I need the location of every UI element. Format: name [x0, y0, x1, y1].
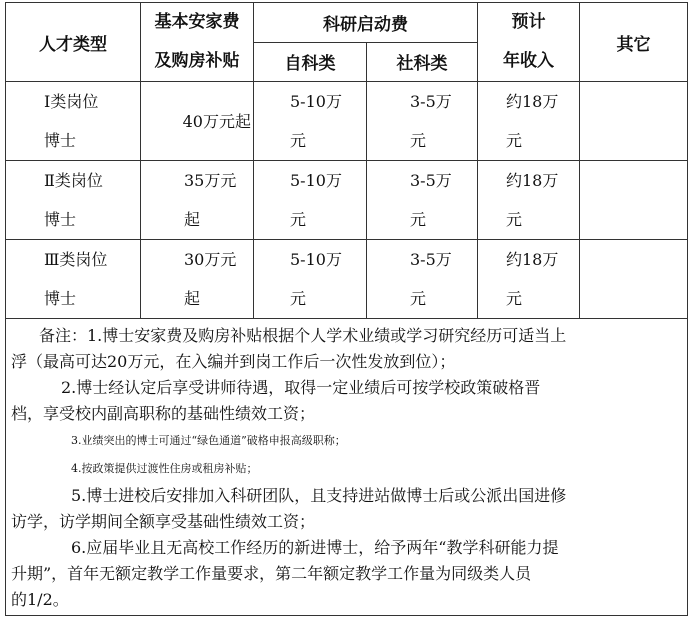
row3-housing-line2: 起	[184, 289, 201, 308]
row1-type-line2: 博士	[44, 131, 77, 150]
row2-housing-line1: 35万元	[184, 171, 237, 190]
cell-income	[478, 240, 580, 319]
header-housing	[141, 3, 254, 82]
row2-soc-line1: 3-5万	[410, 171, 452, 190]
row2-income-line1: 约18万	[506, 171, 559, 190]
row2-sci-line2: 元	[290, 210, 307, 229]
note-6-end: 的1/2。	[11, 590, 69, 609]
notes-row	[6, 319, 688, 616]
header-sci: 自科类	[254, 42, 367, 82]
talent-compensation-table-container	[5, 2, 687, 626]
cell-sci	[254, 240, 367, 319]
talent-compensation-table	[5, 2, 688, 616]
row3-type-line1: Ⅲ类岗位	[44, 250, 108, 269]
row3-housing-line1: 30万元	[184, 250, 237, 269]
header-income-line1: 预计	[511, 12, 546, 32]
header-income-line2: 年收入	[503, 51, 554, 71]
note-3: 3.业绩突出的博士可通过“绿色通道”破格申报高级职称；	[71, 434, 346, 447]
notes-cell	[6, 319, 688, 616]
cell-soc	[367, 161, 478, 240]
note-6-line-a: 6.应届毕业且无高校工作经历的新进博士，给予两年“教学科研能力提	[71, 538, 559, 557]
row1-income-line1: 约18万	[506, 92, 559, 111]
cell-housing	[141, 240, 254, 319]
note-2-cont: 档，享受校内副高职称的基础性绩效工资；	[11, 404, 316, 423]
row2-type-line2: 博士	[44, 210, 77, 229]
note-1-line-a: 备注：1.博士安家费及购房补贴根据个人学术业绩或学习研究经历可适当上	[39, 326, 567, 345]
cell-housing: 40万元起	[141, 82, 254, 161]
cell-housing	[141, 161, 254, 240]
row3-sci-line1: 5-10万	[290, 250, 342, 269]
note-6	[11, 535, 682, 561]
row2-sci-line1: 5-10万	[290, 171, 342, 190]
note-1-cont: 浮（最高可达20万元，在入编并到岗工作后一次性发放到位）；	[11, 352, 456, 371]
cell-income	[478, 161, 580, 240]
note-5-cont: 访学，访学期间全额享受基础性绩效工资；	[11, 512, 316, 531]
row3-soc-line1: 3-5万	[410, 250, 452, 269]
note-1	[11, 323, 682, 349]
cell-talent-type	[6, 161, 141, 240]
header-row-1	[6, 3, 688, 43]
row3-income-line2: 元	[506, 289, 523, 308]
row2-housing-line2: 起	[184, 210, 201, 229]
cell-sci	[254, 161, 367, 240]
note-4: 4.按政策提供过渡性住房或租房补贴；	[71, 462, 258, 475]
row2-income-line2: 元	[506, 210, 523, 229]
cell-other	[580, 82, 688, 161]
cell-soc	[367, 82, 478, 161]
row1-soc-line2: 元	[410, 131, 427, 150]
table-row	[6, 82, 688, 161]
row3-soc-line2: 元	[410, 289, 427, 308]
row1-sci-line1: 5-10万	[290, 92, 342, 111]
cell-other	[580, 240, 688, 319]
cell-talent-type	[6, 82, 141, 161]
note-2-line-a: 2.博士经认定后享受讲师待遇，取得一定业绩后可按学校政策破格晋	[61, 378, 541, 397]
row1-sci-line2: 元	[290, 131, 307, 150]
cell-soc	[367, 240, 478, 319]
row3-income-line1: 约18万	[506, 250, 559, 269]
cell-other	[580, 161, 688, 240]
cell-income	[478, 82, 580, 161]
header-research-fund: 科研启动费	[254, 3, 478, 43]
header-talent-type: 人才类型	[6, 3, 141, 82]
table-row	[6, 161, 688, 240]
row3-sci-line2: 元	[290, 289, 307, 308]
cell-sci	[254, 82, 367, 161]
row2-soc-line2: 元	[410, 210, 427, 229]
note-2	[11, 375, 682, 401]
row1-soc-line1: 3-5万	[410, 92, 452, 111]
note-5	[11, 483, 682, 509]
header-housing-line1: 基本安家费	[154, 12, 240, 32]
row1-type-line1: Ⅰ类岗位	[44, 92, 99, 111]
row3-type-line2: 博士	[44, 289, 77, 308]
header-soc: 社科类	[367, 42, 478, 82]
header-income	[478, 3, 580, 82]
header-other: 其它	[580, 3, 688, 82]
note-5-line-a: 5.博士进校后安排加入科研团队，且支持进站做博士后或公派出国进修	[71, 486, 567, 505]
header-housing-line2: 及购房补贴	[154, 51, 240, 71]
note-6-cont: 升期”，首年无额定教学工作量要求，第二年额定教学工作量为同级类人员	[11, 564, 532, 583]
table-row	[6, 240, 688, 319]
row2-type-line1: Ⅱ类岗位	[44, 171, 103, 190]
cell-talent-type	[6, 240, 141, 319]
row1-income-line2: 元	[506, 131, 523, 150]
